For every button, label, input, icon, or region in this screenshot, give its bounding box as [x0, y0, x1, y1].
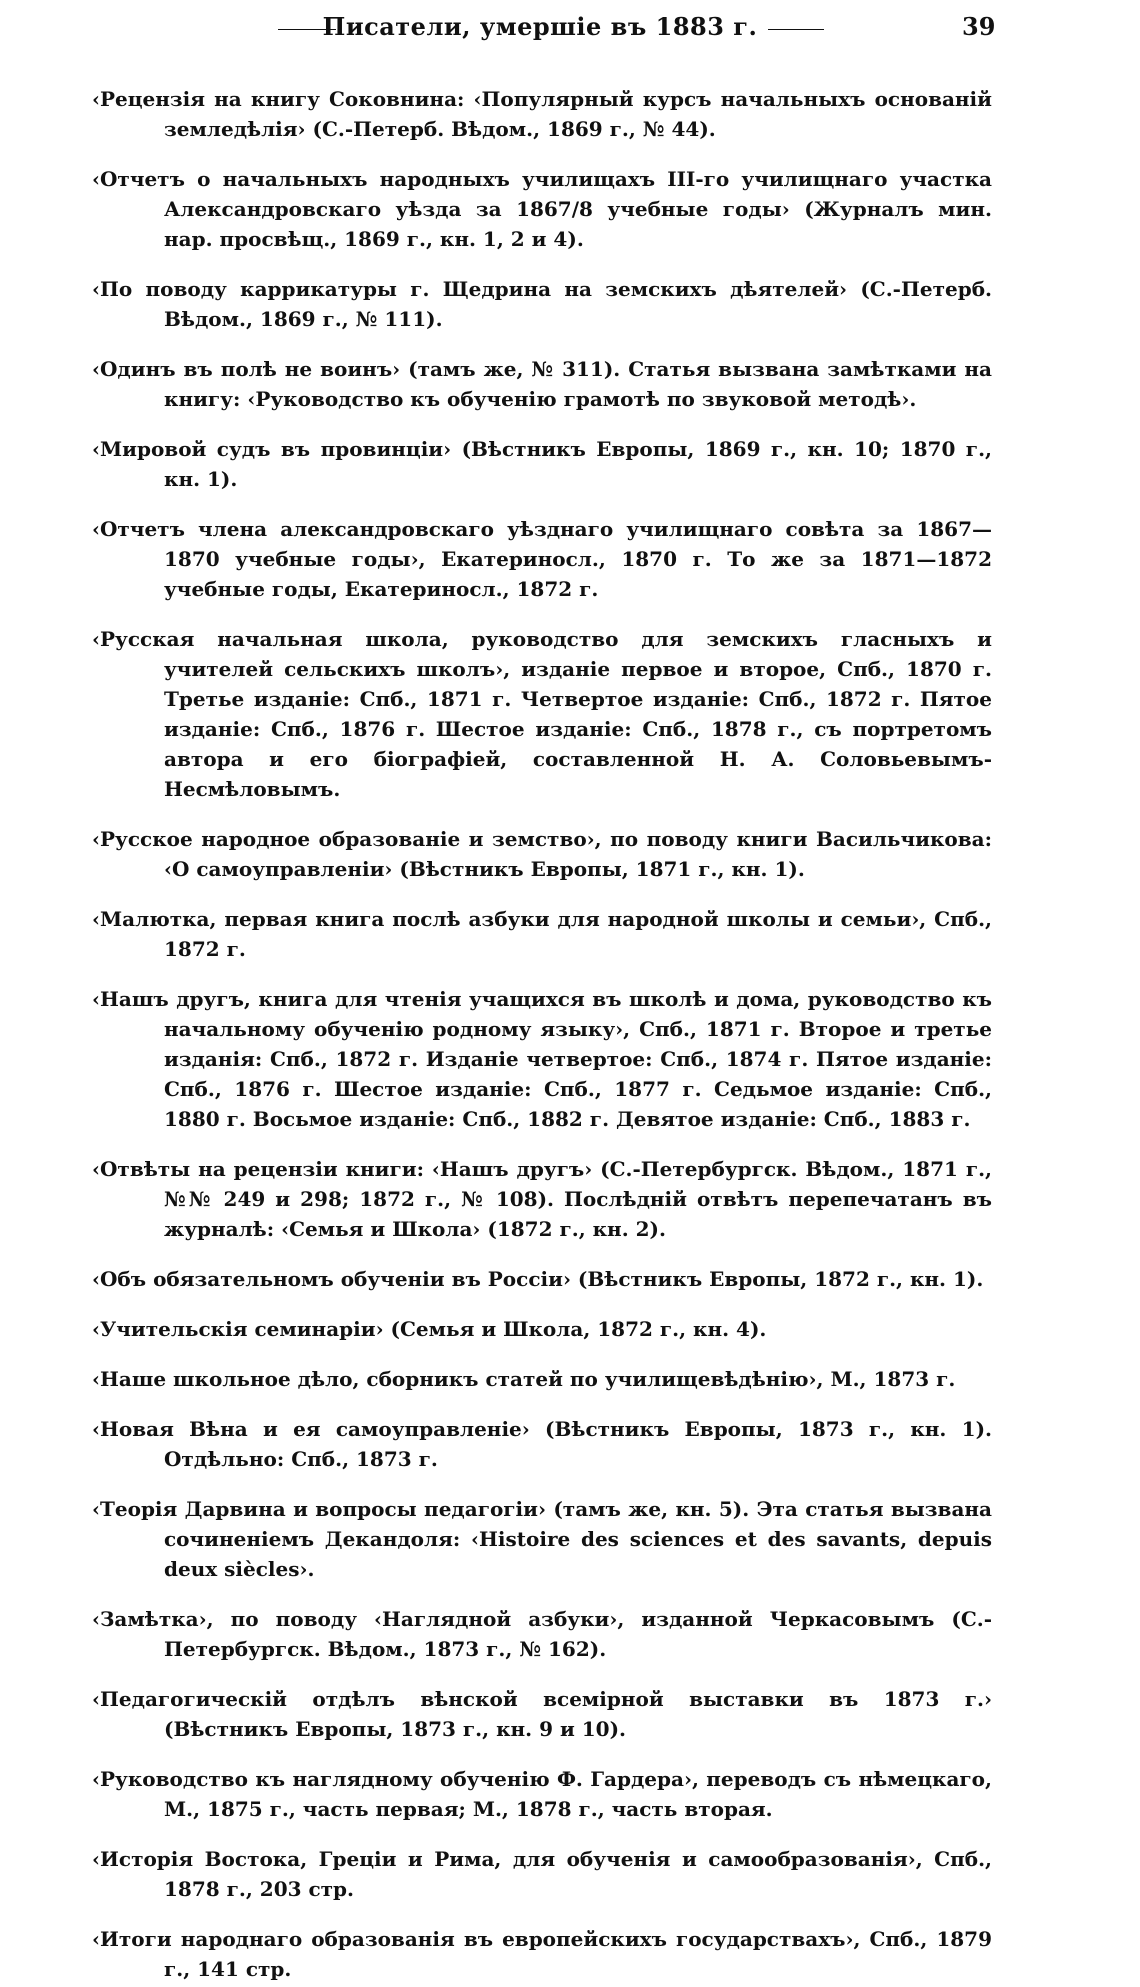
- bibliography-entry: ‹Исторія Востока, Греціи и Рима, для обученія и самообразованія›, Спб., 1878 г., 203 стр.: [92, 1847, 992, 1901]
- bibliography-entry: ‹Теорія Дарвина и вопросы педагогіи› (тамъ же, кн. 5). Эта статья вызвана сочиненіемъ Декандоля: ‹Histoire des sciences et des savants, depuis deux siècles›.: [92, 1497, 992, 1581]
- bibliography-entry: ‹По поводу каррикатуры г. Щедрина на земскихъ дѣятелей› (С.-Петерб. Вѣдом., 1869 г., № 111).: [92, 277, 992, 331]
- bibliography-entry: ‹Рецензія на книгу Соковнина: ‹Популярный курсъ начальныхъ основаній земледѣлія› (С.-Петерб. Вѣдом., 1869 г., № 44).: [92, 87, 992, 141]
- bibliography-entry: ‹Отчетъ о начальныхъ народныхъ училищахъ III-го училищнаго участка Александровскаго уѣзда за 1867/8 учебные годы› (Журналъ мин. нар. просвѣщ., 1869 г., кн. 1, 2 и 4).: [92, 167, 992, 251]
- bibliography-entry: ‹Русское народное образованіе и земство›, по поводу книги Васильчикова: ‹О самоуправленіи› (Вѣстникъ Европы, 1871 г., кн. 1).: [92, 827, 992, 881]
- bibliography-entry: ‹Нашъ другъ, книга для чтенія учащихся въ школѣ и дома, руководство къ начальному обученію родному языку›, Спб., 1871 г. Второе и третье изданія: Спб., 1872 г. Изданіе четвертое: Спб., 1874 г. Пятое изданіе: Спб., 1876 г. Шестое изданіе: Спб., 1877 г. Седьмое изданіе: Спб., 1880 г. Восьмое изданіе: Спб., 1882 г. Девятое изданіе: Спб., 1883 г.: [92, 987, 992, 1131]
- bibliography-list: [92, 64, 992, 1987]
- bibliography-entry: ‹Одинъ въ полѣ не воинъ› (тамъ же, № 311). Статья вызвана замѣтками на книгу: ‹Руководство къ обученію грамотѣ по звуковой методѣ›.: [92, 357, 992, 411]
- bibliography-entry: ‹Отвѣты на рецензіи книги: ‹Нашъ другъ› (С.-Петербургск. Вѣдом., 1871 г., №№ 249 и 298; 1872 г., № 108). Послѣдній отвѣтъ перепечатанъ въ журналѣ: ‹Семья и Школа› (1872 г., кн. 2).: [92, 1157, 992, 1241]
- page-number: 39: [962, 12, 996, 41]
- page-title: Писатели, умершіе въ 1883 г.: [322, 12, 758, 41]
- bibliography-entry: ‹Мировой судъ въ провинціи› (Вѣстникъ Европы, 1869 г., кн. 10; 1870 г., кн. 1).: [92, 437, 992, 491]
- bibliography-entry: ‹Замѣтка›, по поводу ‹Наглядной азбуки›, изданной Черкасовымъ (С.-Петербургск. Вѣдом., 1873 г., № 162).: [92, 1607, 992, 1661]
- bibliography-entry: ‹Объ обязательномъ обученіи въ Россіи› (Вѣстникъ Европы, 1872 г., кн. 1).: [92, 1267, 984, 1291]
- header-rule-right: [768, 29, 824, 30]
- bibliography-entry: ‹Наше школьное дѣло, сборникъ статей по училищевѣдѣнію›, М., 1873 г.: [92, 1367, 956, 1391]
- bibliography-entry: ‹Отчетъ члена александровскаго уѣзднаго училищнаго совѣта за 1867—1870 учебные годы›, Екатериносл., 1870 г. То же за 1871—1872 учебные годы, Екатериносл., 1872 г.: [92, 517, 992, 601]
- bibliography-entry: ‹Педагогическій отдѣлъ вѣнской всемірной выставки въ 1873 г.› (Вѣстникъ Европы, 1873 г., кн. 9 и 10).: [92, 1687, 992, 1741]
- bibliography-entry: ‹Новая Вѣна и ея самоуправленіе› (Вѣстникъ Европы, 1873 г., кн. 1). Отдѣльно: Спб., 1873 г.: [92, 1417, 992, 1471]
- bibliography-entry: ‹Учительскія семинаріи› (Семья и Школа, 1872 г., кн. 4).: [92, 1317, 767, 1341]
- bibliography-entry: ‹Малютка, первая книга послѣ азбуки для народной школы и семьи›, Спб., 1872 г.: [92, 907, 992, 961]
- page-header: [0, 12, 1140, 52]
- bibliography-entry: ‹Руководство къ наглядному обученію Ф. Гардера›, переводъ съ нѣмецкаго, М., 1875 г., часть первая; М., 1878 г., часть вторая.: [92, 1767, 992, 1821]
- bibliography-entry: ‹Итоги народнаго образованія въ европейскихъ государствахъ›, Спб., 1879 г., 141 стр.: [92, 1927, 992, 1981]
- bibliography-entry: ‹Русская начальная школа, руководство для земскихъ гласныхъ и учителей сельскихъ школъ›, изданіе первое и второе, Спб., 1870 г. Третье изданіе: Спб., 1871 г. Четвертое изданіе: Спб., 1872 г. Пятое изданіе: Спб., 1876 г. Шестое изданіе: Спб., 1878 г., съ портретомъ автора и его біографіей, составленной Н. А. Соловьевымъ-Несмѣловымъ.: [92, 627, 992, 801]
